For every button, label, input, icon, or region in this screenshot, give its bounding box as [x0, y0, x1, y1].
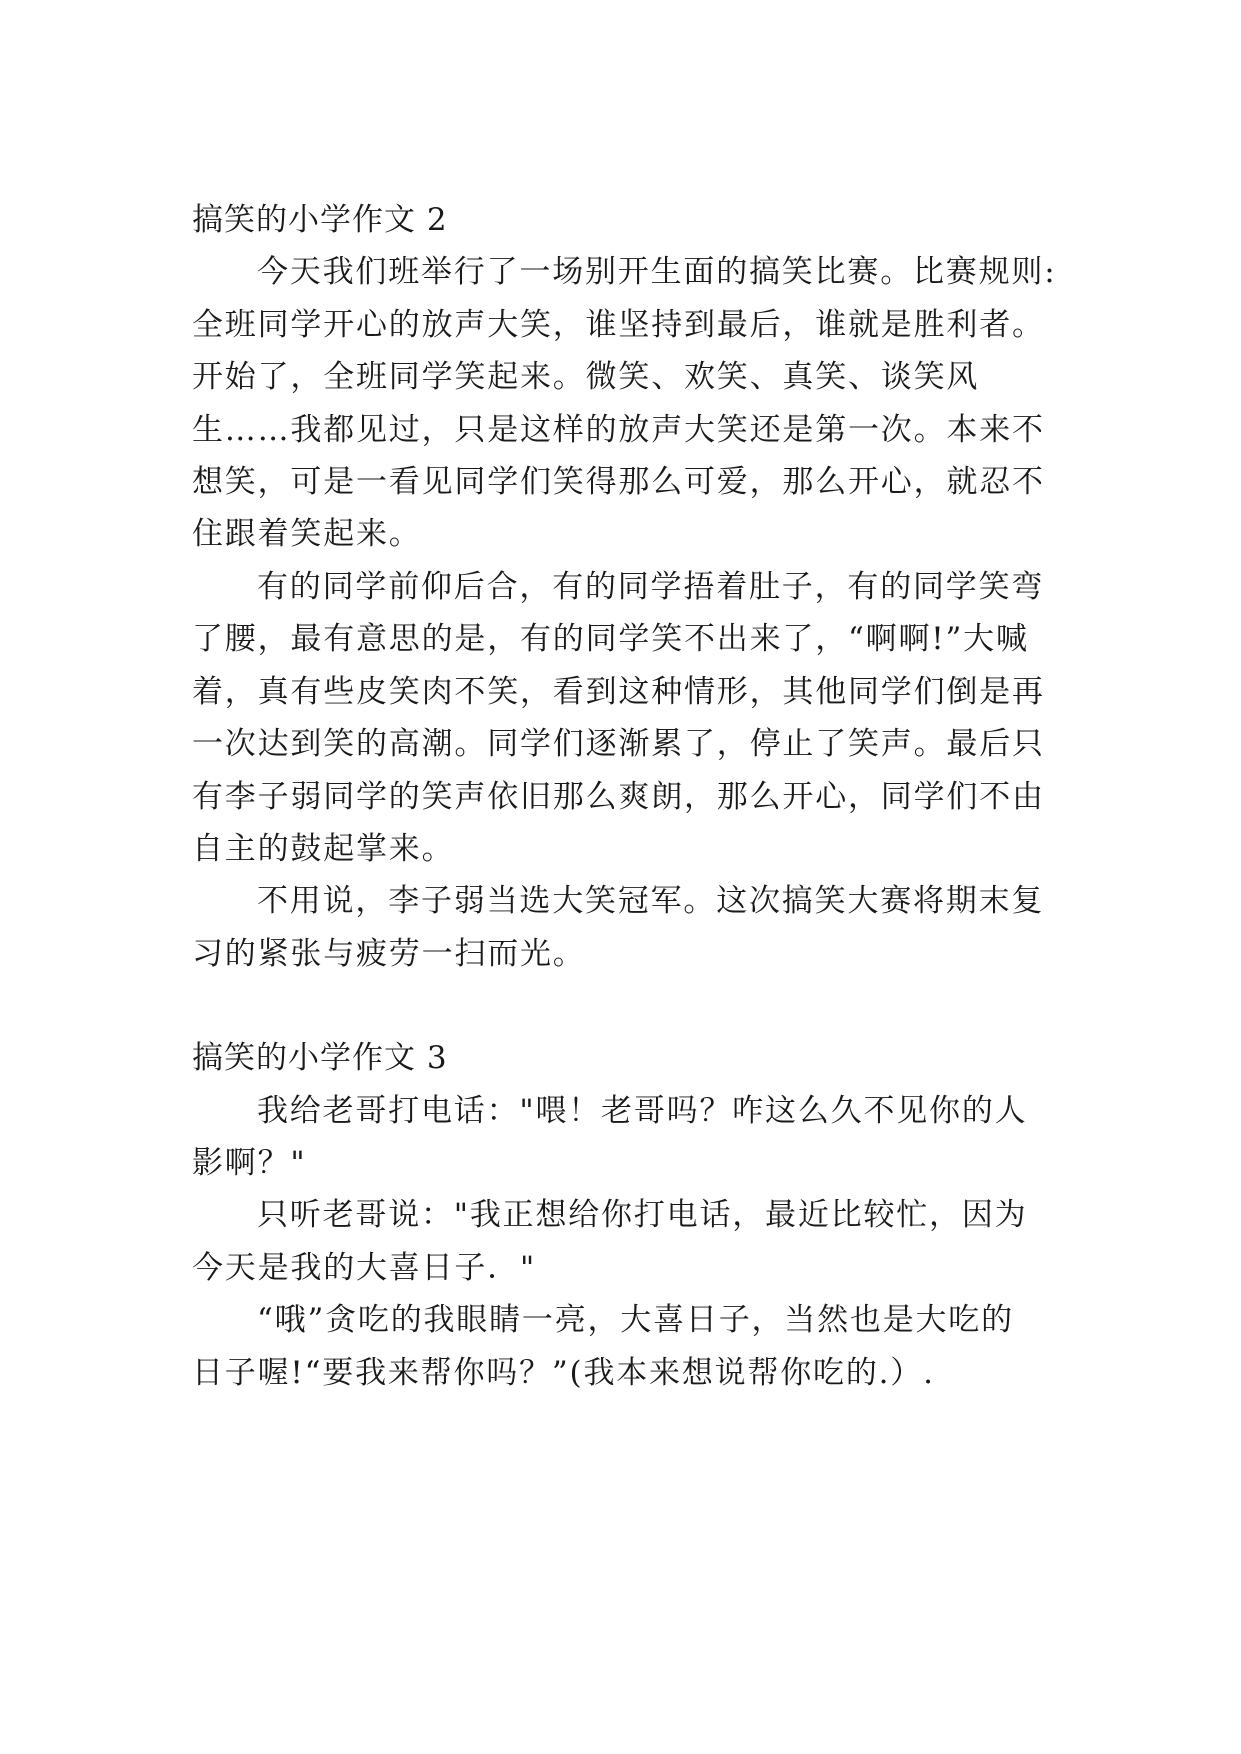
- paragraph-line: “哦”贪吃的我眼睛一亮，大喜日子，当然也是大吃的: [257, 1302, 1014, 1338]
- paragraph-line: 今天是我的大喜日子．": [192, 1250, 537, 1286]
- paragraph-line: 一次达到笑的高潮。同学们逐渐累了，停止了笑声。最后只: [192, 726, 1045, 762]
- paragraph-line: 住跟着笑起来。: [192, 516, 422, 552]
- section-heading: 搞笑的小学作文 3: [192, 1040, 448, 1076]
- paragraph-line: 有的同学前仰后合，有的同学捂着肚子，有的同学笑弯: [257, 569, 1045, 605]
- section-heading: 搞笑的小学作文 2: [192, 202, 448, 238]
- paragraph-line: 有李子弱同学的笑声依旧那么爽朗，那么开心，同学们不由: [192, 779, 1045, 815]
- paragraph-line: 我给老哥打电话："喂！老哥吗？咋这么久不见你的人: [257, 1093, 1028, 1129]
- paragraph-line: 今天我们班举行了一场别开生面的搞笑比赛。比赛规则:: [257, 254, 1057, 290]
- paragraph-line: 日子喔!“要我来帮你吗？”(我本来想说帮你吃的.）.: [192, 1355, 935, 1391]
- paragraph-line: 着，真有些皮笑肉不笑，看到这种情形，其他同学们倒是再: [192, 674, 1045, 710]
- paragraph-line: 全班同学开心的放声大笑，谁坚持到最后，谁就是胜利者。: [192, 307, 1045, 343]
- paragraph-line: 只听老哥说："我正想给你打电话，最近比较忙，因为: [257, 1197, 1028, 1233]
- paragraph-line: 想笑，可是一看见同学们笑得那么可爱，那么开心，就忍不: [192, 464, 1045, 500]
- paragraph-line: 了腰，最有意思的是，有的同学笑不出来了，“啊啊!”大喊: [192, 621, 1029, 657]
- paragraph-line: 不用说，李子弱当选大笑冠军。这次搞笑大赛将期末复: [257, 883, 1045, 919]
- paragraph-line: 影啊？": [192, 1145, 307, 1181]
- paragraph-line: 习的紧张与疲劳一扫而光。: [192, 936, 586, 972]
- paragraph-line: 自主的鼓起掌来。: [192, 831, 455, 867]
- paragraph-line: 生……我都见过，只是这样的放声大笑还是第一次。本来不: [192, 412, 1045, 448]
- paragraph-line: 开始了，全班同学笑起来。微笑、欢笑、真笑、谈笑风: [192, 359, 980, 395]
